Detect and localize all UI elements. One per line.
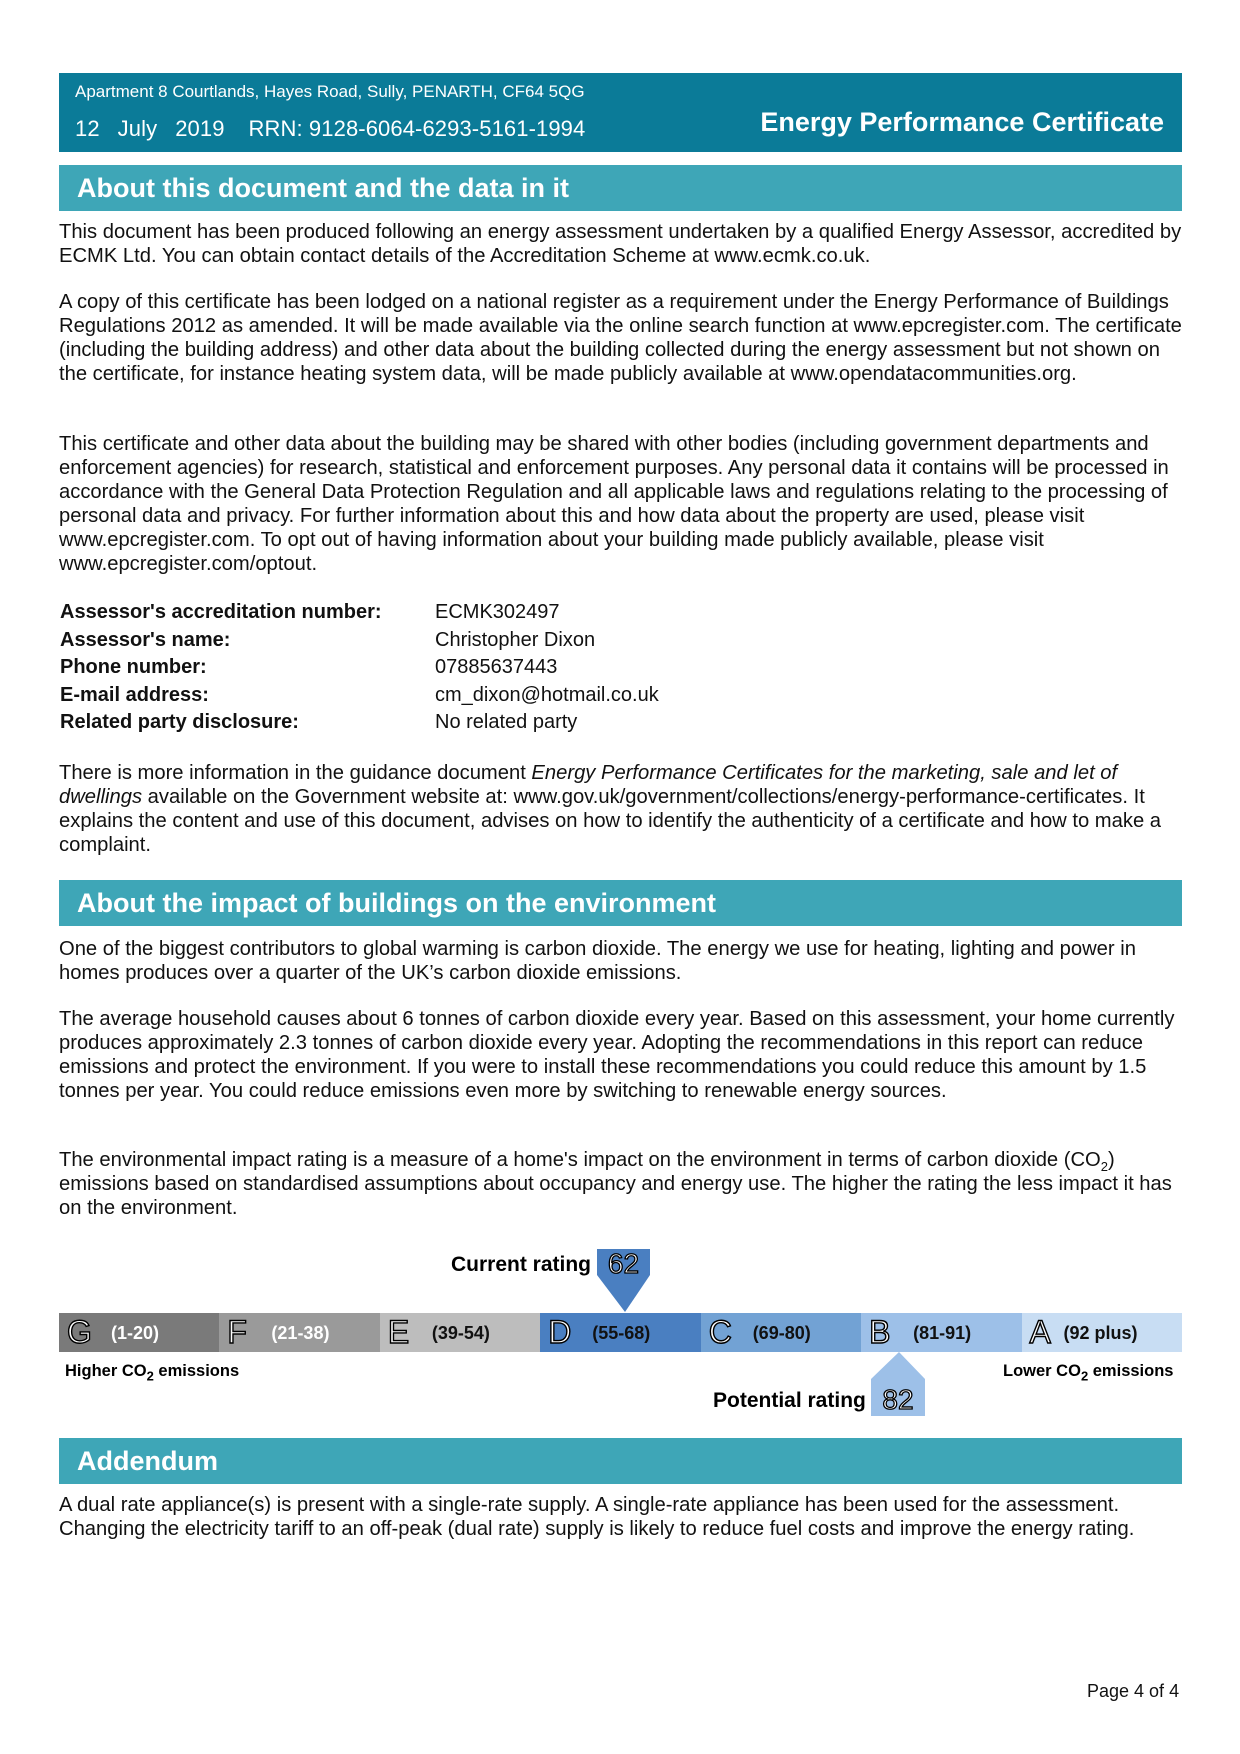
caption-text: emissions — [153, 1362, 240, 1380]
assessor-details — [59, 601, 859, 739]
band-range: (55-68) — [592, 1323, 651, 1343]
assessor-value: Christopher Dixon — [435, 628, 596, 651]
assessor-value: No related party — [435, 711, 578, 733]
band-d — [540, 1313, 700, 1352]
addendum-paragraph: A dual rate appliance(s) is present with a single-rate supply. A single-rate appliance has been used for the assessment. Changing the electricity tariff to an off-peak (dual rate) supply is likely to reduce fuel costs and improve the energy rating. — [59, 1494, 1135, 1540]
about-paragraph-3: This certificate and other data about the building may be shared with other bodies (including government departments and enforcement agencies) for research, statistical and enforcement purposes. Any personal data it contains will be processed in accordance with the General Data Protection Regulation and all applicable laws and regulations relating to the processing of personal data and privacy. For further information about this and how data about the property are used, please visit www.epcregister.com. To opt out of having information about your building made publicly available, please visit www.epcregister.com/optout. — [59, 433, 1169, 575]
caption-text: Lower CO — [1003, 1362, 1081, 1380]
lower-emissions-caption — [1003, 1362, 1174, 1384]
assessor-row — [59, 629, 859, 657]
page-number: Page 4 of 4 — [1087, 1681, 1180, 1701]
section-heading-addendum: Addendum — [59, 1438, 1182, 1484]
certificate-title: Energy Performance Certificate — [760, 107, 1164, 137]
assessor-row — [59, 711, 859, 739]
impact-text-pre: The environmental impact rating is a measure of a home's impact on the environment in terms of carbon dioxide (CO — [59, 1149, 1101, 1171]
assessor-label: Assessor's name: — [60, 628, 231, 651]
current-rating-value: 62 — [607, 1248, 640, 1279]
band-g — [59, 1313, 219, 1352]
environmental-rating-bar — [59, 1313, 1182, 1352]
band-range: (81-91) — [913, 1323, 972, 1343]
date-day: 12 — [75, 116, 100, 141]
band-range: (39-54) — [431, 1323, 490, 1343]
band-letter: F — [227, 1314, 247, 1350]
current-rating-marker — [597, 1249, 650, 1313]
assessor-value: 07885637443 — [435, 656, 558, 678]
assessor-row — [59, 656, 859, 684]
guidance-text-pre: There is more information in the guidance document — [59, 762, 532, 784]
date-month: July — [117, 116, 158, 141]
co2-subscript: 2 — [146, 1368, 154, 1384]
potential-rating-marker — [871, 1352, 925, 1416]
band-letter: G — [67, 1314, 92, 1350]
band-range: (1-20) — [111, 1323, 160, 1343]
certificate-meta — [75, 116, 603, 142]
band-letter: A — [1029, 1314, 1051, 1350]
impact-paragraph-3 — [59, 1148, 1182, 1220]
band-letter: E — [387, 1314, 410, 1350]
band-range: (92 plus) — [1063, 1323, 1138, 1343]
potential-rating-label: Potential rating — [713, 1389, 866, 1412]
band-c — [701, 1313, 861, 1352]
assessor-label: Phone number: — [60, 656, 207, 678]
band-letter: D — [548, 1314, 572, 1350]
band-letter: C — [708, 1314, 732, 1350]
assessor-value: cm_dixon@hotmail.co.uk — [435, 683, 659, 706]
property-address: Apartment 8 Courtlands, Hayes Road, Sully, PENARTH, CF64 5QG — [75, 82, 585, 101]
assessor-value: ECMK302497 — [435, 601, 560, 623]
guidance-document-title: Energy Performance Certificates for the marketing, sale and let of dwellings — [59, 762, 1118, 808]
date-year: 2019 — [175, 116, 225, 141]
potential-rating-value: 82 — [882, 1384, 914, 1415]
section-heading-impact: About the impact of buildings on the environment — [59, 880, 1182, 926]
co2-subscript: 2 — [1080, 1368, 1089, 1384]
about-paragraph-1: This document has been produced following an energy assessment undertaken by a qualified Energy Assessor, accredited by ECMK Ltd. You can obtain contact details of the Accreditation Scheme at www.ecmk.co.uk. — [59, 221, 1182, 267]
band-a — [1022, 1313, 1182, 1352]
band-e — [380, 1313, 540, 1352]
certificate-header — [59, 73, 1182, 152]
assessor-label: Assessor's accreditation number: — [60, 601, 382, 623]
section-heading-about: About this document and the data in it — [59, 165, 1182, 211]
co2-subscript: 2 — [1100, 1159, 1108, 1175]
assessor-row — [59, 601, 859, 629]
band-range: (21-38) — [271, 1323, 330, 1343]
band-f — [219, 1313, 379, 1352]
band-range: (69-80) — [752, 1323, 811, 1343]
assessor-label: E-mail address: — [60, 683, 209, 706]
impact-paragraph-1: One of the biggest contributors to global warming is carbon dioxide. The energy we use for heating, lighting and power in homes produces over a quarter of the UK’s carbon dioxide emissions. — [59, 938, 1136, 984]
band-b — [861, 1313, 1021, 1352]
caption-text: emissions — [1088, 1362, 1174, 1380]
assessor-row — [59, 684, 859, 712]
assessor-label: Related party disclosure: — [60, 711, 299, 733]
higher-emissions-caption — [65, 1362, 240, 1384]
guidance-text-post: available on the Government website at: www.gov.uk/government/collections/energy-performance-certificates. It explains the content and use of this document, advises on how to identify the authenticity of a certificate and how to make a complaint. — [59, 786, 1162, 856]
current-rating-label: Current rating — [451, 1253, 592, 1276]
rrn: RRN: 9128-6064-6293-5161-1994 — [248, 116, 586, 141]
guidance-paragraph — [59, 761, 1182, 857]
about-paragraph-2: A copy of this certificate has been lodged on a national register as a requirement under the Energy Performance of Buildings Regulations 2012 as amended. It will be made available via the online search function at www.epcregister.com. The certificate (including the building address) and other data about the building collected during the energy assessment but not shown on the certificate, for instance heating system data, will be made publicly available at www.opendatacommunities.org. — [59, 291, 1182, 385]
band-letter: B — [869, 1314, 891, 1350]
impact-text-post: ) emissions based on standardised assumptions about occupancy and energy use. The higher the rating the less impact it has on the environment. — [59, 1149, 1172, 1219]
caption-text: Higher CO — [65, 1362, 147, 1380]
impact-paragraph-2: The average household causes about 6 tonnes of carbon dioxide every year. Based on this assessment, your home currently produces approximately 2.3 tonnes of carbon dioxide every year. Adopting the recommendations in this report can reduce emissions and protect the environment. If you were to install these recommendations you could reduce this amount by 1.5 tonnes per year. You could reduce emissions even more by switching to renewable energy sources. — [59, 1008, 1175, 1102]
